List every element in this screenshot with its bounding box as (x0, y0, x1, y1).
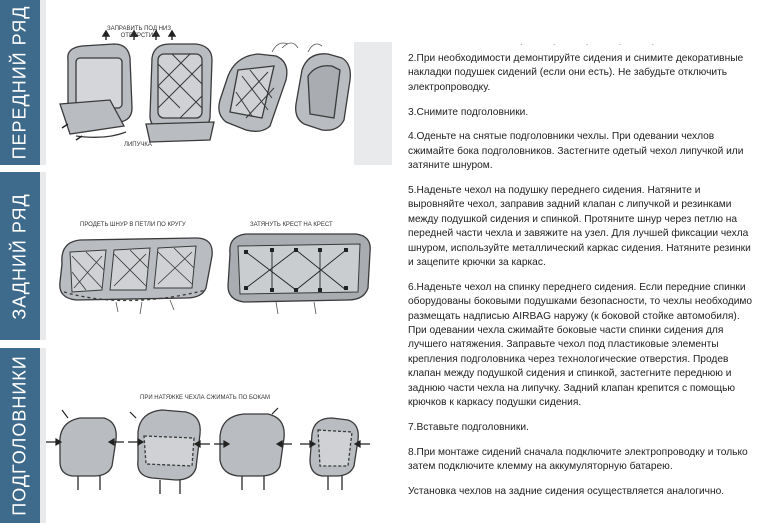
caption-thread-cord: ПРОДЕТЬ ШНУР В ПЕТЛИ ПО КРУГУ (80, 222, 186, 228)
front-row-panel (0, 0, 392, 165)
front-row-illustration (46, 0, 354, 165)
headrests-label: ПОДГОЛОВНИКИ (9, 355, 30, 516)
front-seat-drawings (46, 0, 354, 165)
rear-row-label: ЗАДНИЙ РЯД (9, 192, 30, 320)
rear-row-label-band (0, 172, 40, 340)
corner-cutout (354, 0, 392, 42)
decorative-dots: · · · · · (520, 40, 669, 49)
headrest-drawings (46, 348, 392, 523)
headrest-1 (60, 418, 116, 476)
instruction-step-3: 3.Снимите подголовники. (408, 106, 529, 118)
headrests-label-band (0, 348, 40, 523)
caption-squeeze-sides: ПРИ НАТЯЖКЕ ЧЕХЛА СЖИМАТЬ ПО БОКАМ (140, 395, 271, 401)
headrests-panel (0, 348, 392, 523)
caption-cross-tighten: ЗАТЯНУТЬ КРЕСТ НА КРЕСТ (250, 222, 333, 228)
headrests-illustration (46, 348, 392, 523)
front-row-label: ПЕРЕДНИЙ РЯД (9, 5, 30, 160)
instruction-step-8: 8.При монтаже сидений сначала подключите электропроводку и только затем подключите клемму на аккумуляторную батарею. (408, 446, 748, 473)
headrest-3 (220, 414, 284, 476)
instructions-column (408, 52, 758, 510)
caption-tuck-under: ЗАПРАВИТЬ ПОД НИЗ ОТВЕРСТИЯ (107, 26, 171, 39)
instruction-step-6: 6.Наденьте чехол на спинку переднего сидения. Если передние спинки оборудованы боковыми подушками безопасности, то чехлы необходимо размещать надписью AIRBAG наружу (к боковой стойке автомобиля). При одевании чехла сжимайте боковые части спинки сидения для лучшего натяжения. Заправьте чехол под пластиковые элементы крепления подголовника через технологические отверстия. Продев клапан между подушкой сидения и спинкой, застегните переднюю и заднюю части чехла на липучку. Задний клапан крепится с помощью крючков к каркасу подушки сидения. (408, 281, 753, 409)
rear-row-panel (0, 172, 392, 340)
instruction-step-7: 7.Вставьте подголовники. (408, 421, 529, 433)
instruction-step-4: 4.Оденьте на снятые подголовники чехлы. При одевании чехлов сжимайте бока подголовников. Застегните одетый чехол липучкой или затяните шнуром. (408, 131, 744, 172)
front-row-label-band (0, 0, 40, 165)
caption-velcro: ЛИПУЧКА (124, 142, 152, 148)
rear-row-illustration (46, 172, 392, 340)
instruction-rear-note: Установка чехлов на задние сидения осуществляется аналогично. (408, 485, 725, 497)
instruction-step-2: 2.При необходимости демонтируйте сидения и снимите декоративные накладки подушек сидений (если они есть). Не забудьте отключить электропроводку. (408, 53, 744, 93)
rear-seat-drawings (46, 172, 392, 340)
instruction-step-5: 5.Наденьте чехол на подушку переднего сидения. Натяните и выровняйте чехол, заправив задний клапан с липучкой и резинками между подушкой сидения и спинкой. Протяните шнур через петлю на передней части чехла и завяжите на узел. Для лучшей фиксации чехла шнуром, используйте металлический каркас сидения. Натяните резинки и зацепите крючки за каркас. (408, 185, 751, 269)
